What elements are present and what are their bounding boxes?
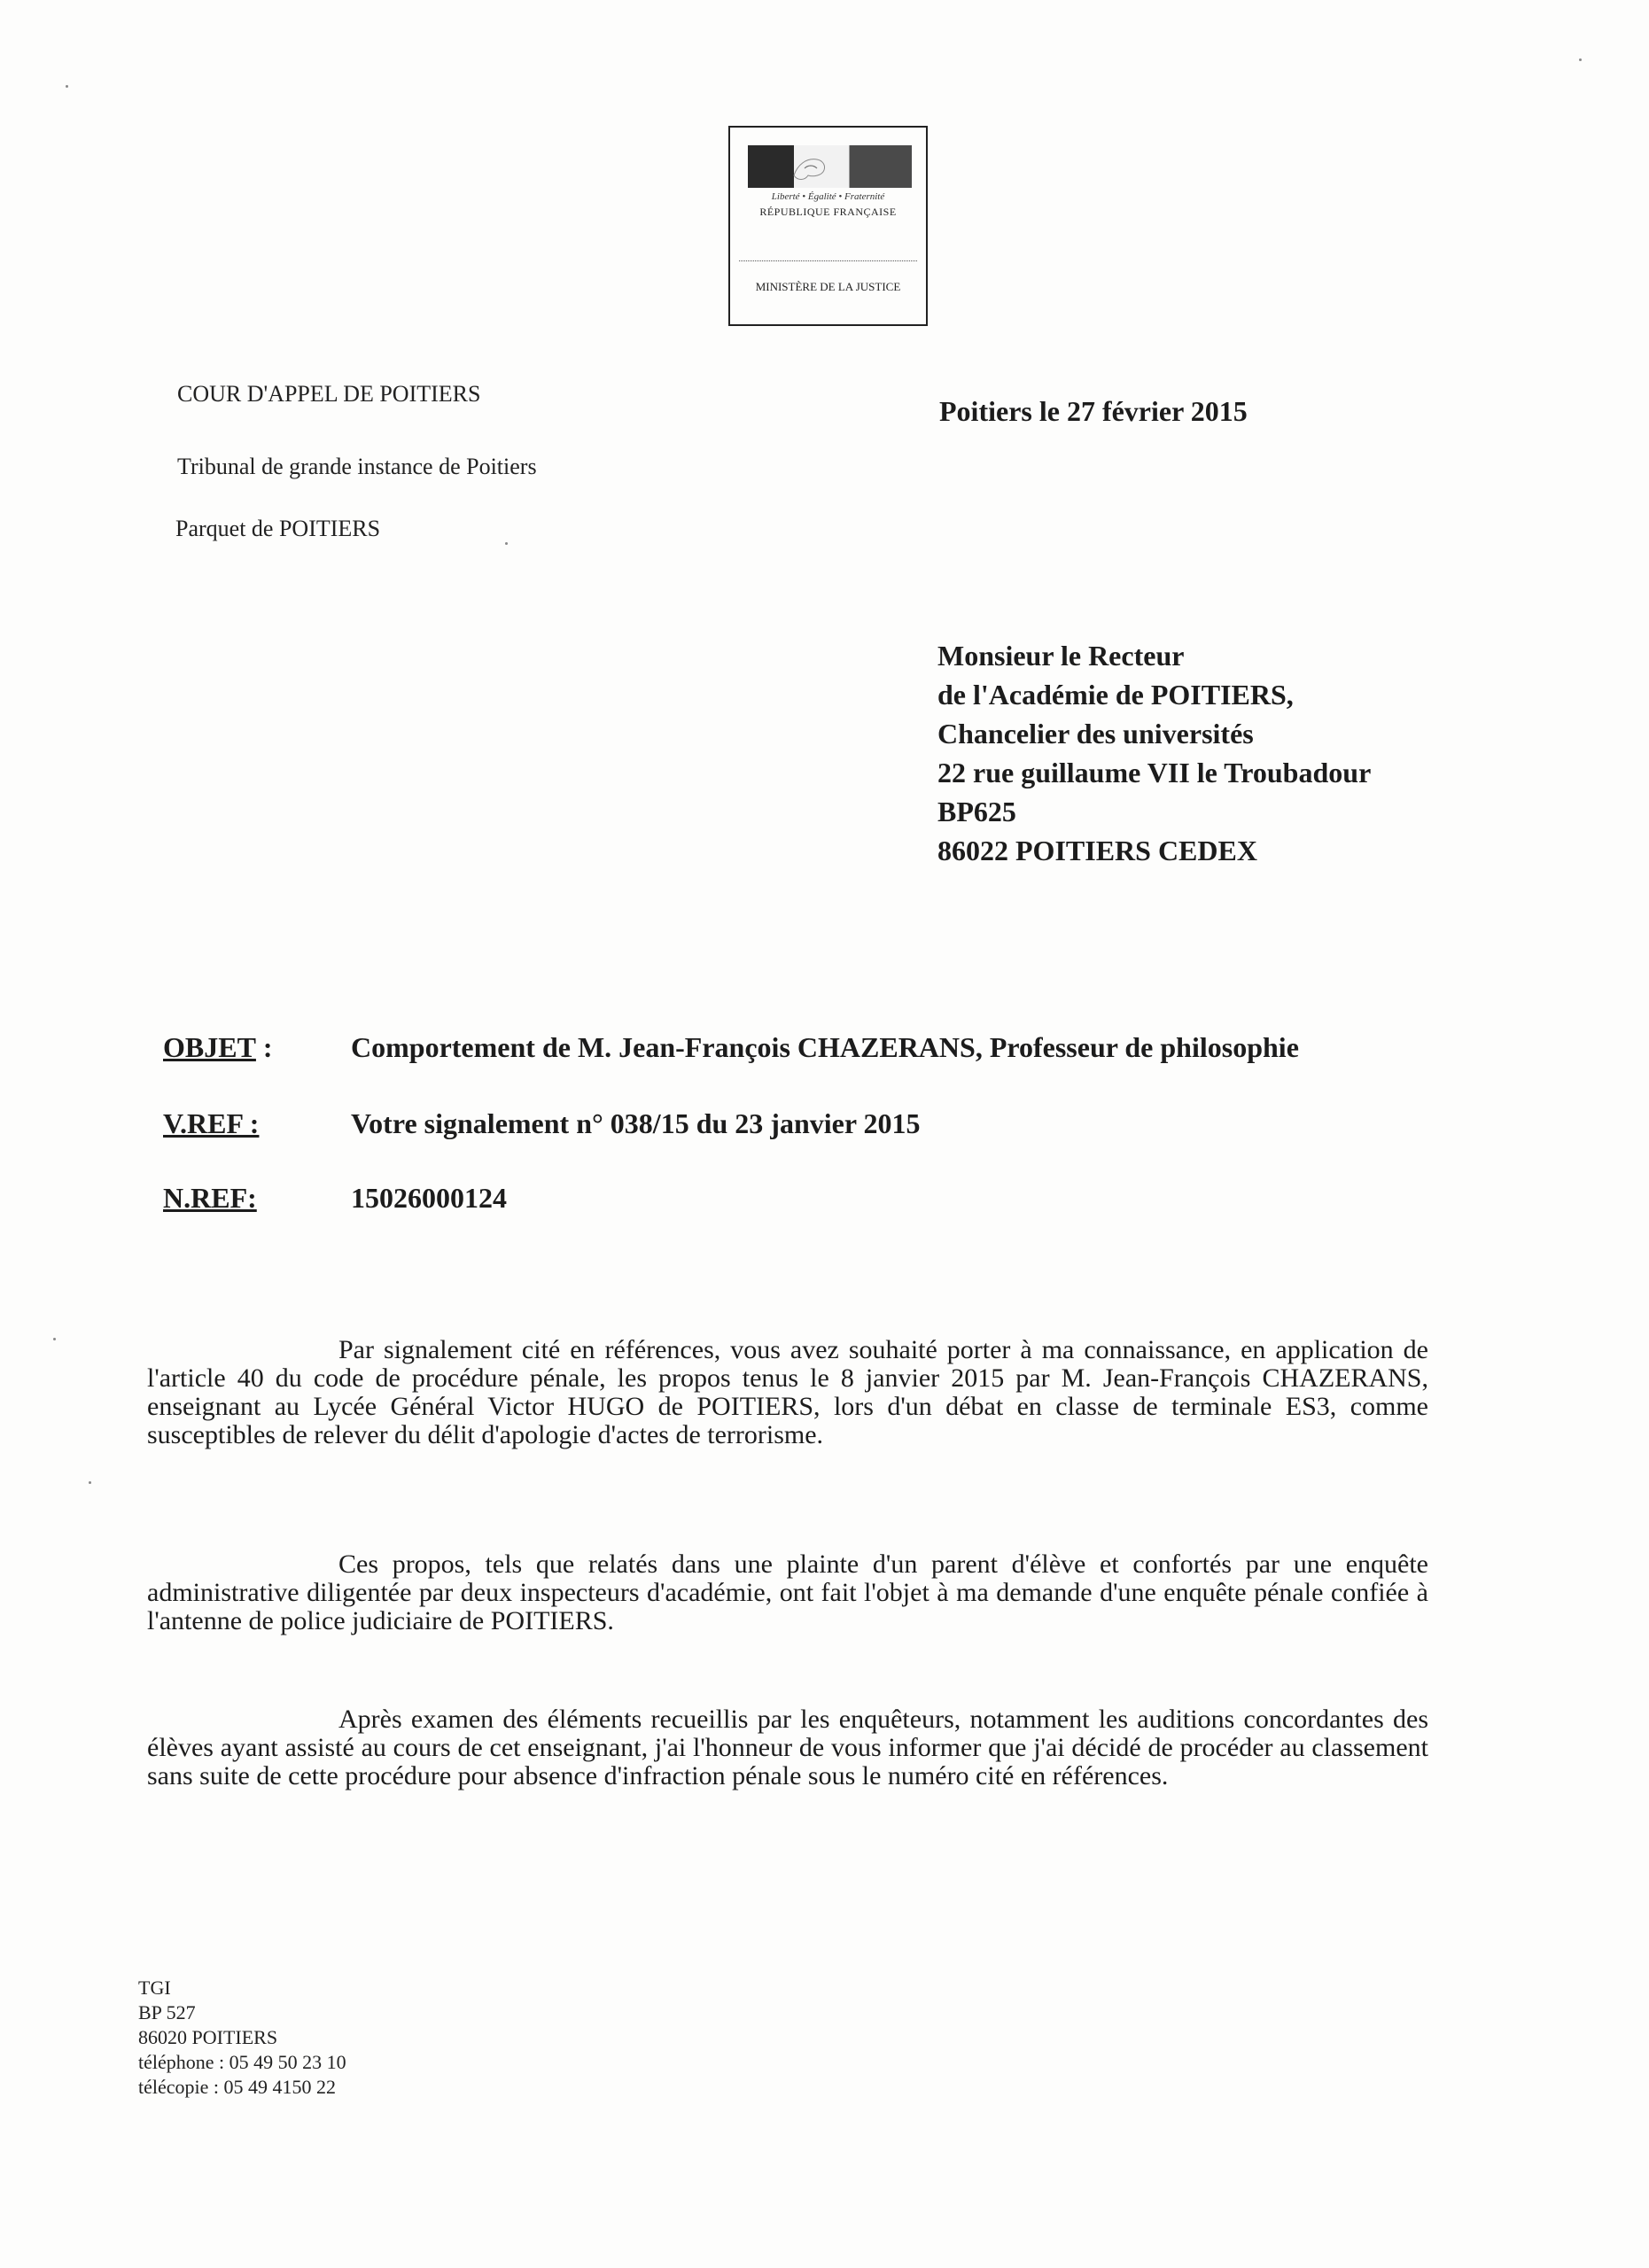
footer-line: téléphone : 05 49 50 23 10 — [138, 2051, 346, 2073]
scan-speck — [505, 542, 508, 545]
ministry-name: MINISTÈRE DE LA JUSTICE — [755, 280, 901, 293]
scan-speck — [1579, 58, 1582, 61]
scan-speck — [89, 1481, 91, 1484]
parquet-name: Parquet de POITIERS — [175, 516, 381, 541]
scan-speck — [53, 1338, 56, 1340]
tribunal-contact — [138, 1976, 346, 2100]
objet-row — [163, 1031, 1299, 1064]
recipient-line: Chancelier des universités — [937, 718, 1254, 750]
marianne-icon — [787, 149, 831, 184]
republic-name: RÉPUBLIQUE FRANÇAISE — [759, 206, 897, 218]
vref-row — [163, 1107, 921, 1140]
nref-value: 15026000124 — [351, 1182, 507, 1214]
recipient-line: Monsieur le Recteur — [937, 640, 1185, 672]
vref-value: Votre signalement n° 038/15 du 23 janvier 2015 — [351, 1107, 921, 1139]
recipient-line: de l'Académie de POITIERS, — [937, 679, 1294, 711]
footer-line: TGI — [138, 1977, 171, 1999]
footer-line: 86020 POITIERS — [138, 2026, 278, 2048]
objet-value: Comportement de M. Jean-François CHAZERANS, Professeur de philosophie — [351, 1031, 1299, 1063]
tribunal-name: Tribunal de grande instance de Poitiers — [177, 454, 537, 479]
recipient-line: 86022 POITIERS CEDEX — [937, 835, 1257, 866]
recipient-line: BP625 — [937, 796, 1016, 827]
recipient-address — [937, 636, 1371, 870]
footer-line: BP 527 — [138, 2001, 196, 2023]
body-paragraph-1: Par signalement cité en références, vous avez souhaité porter à ma connaissance, en application de l'article 40 du code de procédure pénale, les propos tenus le 8 janvier 2015 par M. Jean-François CHAZERANS, enseignant au Lycée Général Victor HUGO de POITIERS, lors d'un débat en classe de terminale ES3, comme susceptibles de relever du délit d'apologie d'actes de terrorisme. — [147, 1335, 1428, 1449]
vref-label: V.REF : — [163, 1107, 260, 1139]
recipient-line: 22 rue guillaume VII le Troubadour — [937, 757, 1372, 788]
body-paragraph-3: Après examen des éléments recueillis par les enquêteurs, notamment les auditions concordantes des élèves ayant assisté au cours de cet enseignant, j'ai l'honneur de vous informer que j'ai décidé de procéder au classement sans suite de cette procédure pour absence d'infraction pénale sous le numéro cité en références. — [147, 1705, 1428, 1790]
letter-date: Poitiers le 27 février 2015 — [939, 395, 1248, 427]
nref-row — [163, 1182, 507, 1215]
logo-divider — [739, 260, 917, 261]
motto-text: Liberté • Égalité • Fraternité — [771, 191, 885, 202]
body-paragraph-2: Ces propos, tels que relatés dans une plainte d'un parent d'élève et confortés par une enquête administrative diligentée par deux inspecteurs d'académie, ont fait l'objet à ma demande d'une enquête pénale confiée à l'antenne de police judiciaire de POITIERS. — [147, 1550, 1428, 1635]
ministry-logo — [728, 126, 928, 326]
objet-label: OBJET : — [163, 1031, 273, 1063]
scan-speck — [66, 85, 68, 88]
court-name: COUR D'APPEL DE POITIERS — [177, 381, 481, 407]
footer-line: télécopie : 05 49 4150 22 — [138, 2076, 337, 2098]
nref-label: N.REF: — [163, 1182, 257, 1214]
